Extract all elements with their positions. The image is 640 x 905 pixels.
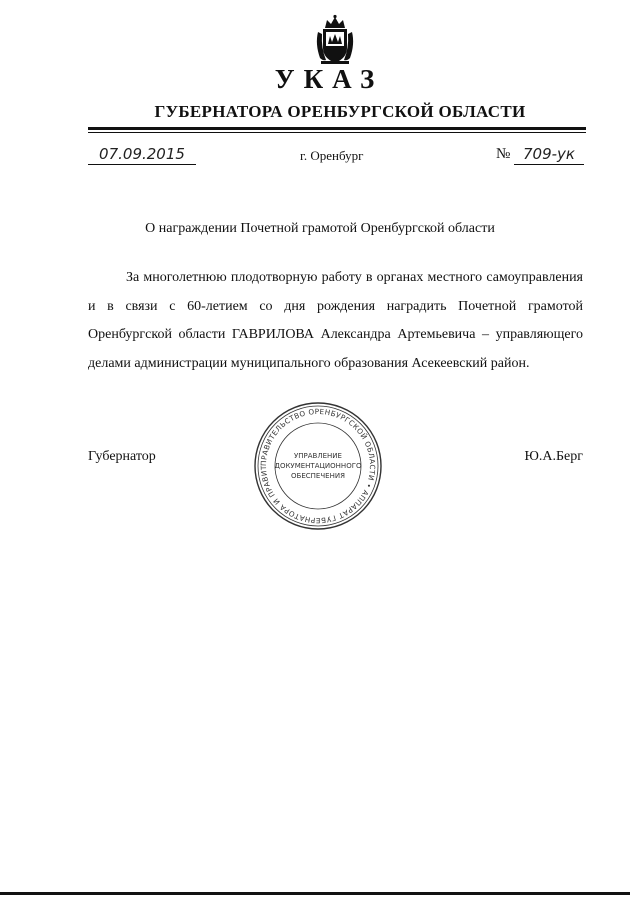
signatory-name: Ю.А.Берг: [524, 449, 583, 464]
header-divider-thin: [88, 132, 586, 133]
decree-number: 709-ук: [514, 144, 584, 165]
decree-title: УКАЗ: [274, 64, 384, 94]
header-divider: [88, 127, 586, 130]
issue-city: г. Оренбург: [300, 148, 364, 163]
signatory-role: Губернатор: [88, 449, 156, 464]
decree-subject: О награждении Почетной грамотой Оренбургской области: [145, 221, 495, 236]
body-paragraph: За многолетнюю плодотворную работу в органах местного самоуправления и в связи с 60-летием со дня рождения наградить Почетной грамотой Оренбургской области ГАВРИЛОВА Александра Артемьевича – управляющего делами администрации муниципального образования Асекеевский район.: [88, 270, 583, 371]
decree-issuer: ГУБЕРНАТОРА ОРЕНБУРГСКОЙ ОБЛАСТИ: [154, 102, 526, 121]
official-stamp: [252, 400, 384, 532]
coat-of-arms-icon: [313, 14, 357, 66]
stamp-ring-text: ПРАВИТЕЛЬСТВО ОРЕНБУРГСКОЙ ОБЛАСТИ • АППАРАТ ГУБЕРНАТОРА И ПРАВИТ: [258, 406, 378, 526]
footer-rule: [0, 892, 630, 895]
decree-date: 07.09.2015: [88, 144, 196, 165]
stamp-line-3: ОБЕСПЕЧЕНИЯ: [291, 472, 345, 480]
stamp-line-1: УПРАВЛЕНИЕ: [294, 452, 342, 460]
number-label: №: [496, 146, 511, 162]
stamp-line-2: ДОКУМЕНТАЦИОННОГО: [274, 462, 362, 470]
decree-body: [88, 264, 583, 378]
